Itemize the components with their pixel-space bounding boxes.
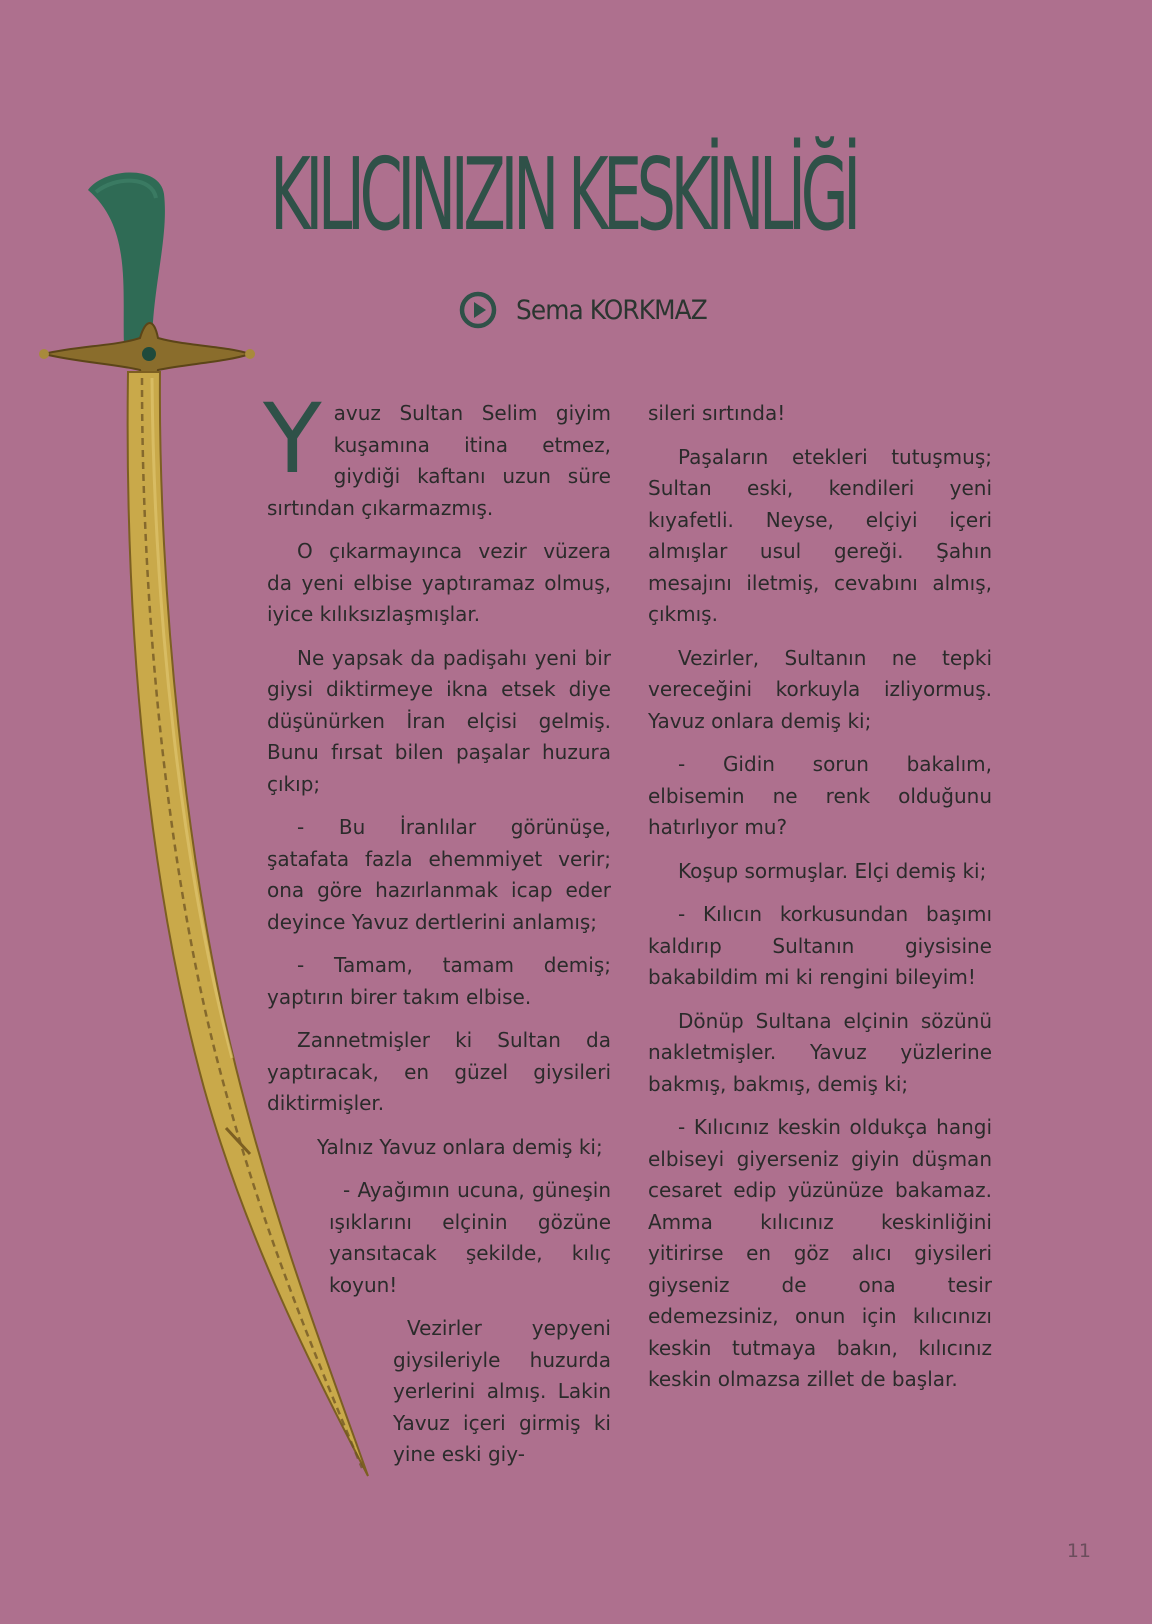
page-number: 11	[1066, 1540, 1091, 1562]
paragraph: - Kılıcınız keskin oldukça hangi elbiseyi giyerseniz giyin düşman cesaret edip yüzünüze bakamaz. Amma kılıcınız keskinliğini yitirirse en göz alıcı giysileri giyseniz de ona tesir edemezsiniz, onun için kılıcınızı keskin tutmaya bakın, kılıcınız keskin olmazsa zillet de başlar.	[648, 1115, 992, 1391]
paragraph: O çıkarmayınca vezir vüzera da yeni elbise yaptıramaz olmuş, iyice kılıksızlaşmışlar.	[267, 539, 611, 626]
paragraph: - Gidin sorun bakalım, elbisemin ne renk olduğunu hatırlıyor mu?	[648, 752, 992, 839]
paragraph: Yalnız Yavuz onlara demiş ki;	[317, 1134, 603, 1159]
paragraph: Koşup sormuşlar. Elçi demiş ki;	[678, 858, 987, 883]
author-name: Sema KORKMAZ	[516, 294, 707, 326]
paragraph: - Ayağımın ucuna, güneşin ışıklarını elçinin gözüne yansıtacak şekilde, kılıç koyun!	[329, 1178, 611, 1297]
author-byline	[458, 290, 723, 330]
paragraph: - Bu İranlılar görünüşe, şatafata fazla ehemmiyet verir; ona göre hazırlanmak icap eder deyince Yavuz dertlerini anlamış;	[267, 815, 611, 934]
paragraph: Zannetmişler ki Sultan da yaptıracak, en güzel giysileri diktirmişler.	[267, 1028, 611, 1115]
paragraph-text: avuz Sultan Selim giyim kuşamına itina etmez, giydiği kaftanı uzun süre sırtından çıkarmazmış.	[267, 401, 611, 520]
paragraph: - Tamam, tamam demiş; yaptırın birer takım elbise.	[267, 953, 611, 1009]
article-column-right	[648, 398, 992, 1408]
paragraph: - Kılıcın korkusundan başımı kaldırıp Sultanın giysisine bakabildim mi ki rengini bileyim!	[648, 902, 992, 989]
paragraph: sileri sırtında!	[648, 401, 786, 425]
paragraph: Dönüp Sultana elçinin sözünü nakletmişler. Yavuz yüzlerine bakmış, bakmış, demiş ki;	[648, 1008, 992, 1096]
drop-cap: Y	[263, 383, 322, 495]
paragraph: Ne yapsak da padişahı yeni bir giysi diktirmeye ikna etsek diye düşünürken İran elçisi gelmiş. Bunu fırsat bilen paşalar huzura çıkıp;	[267, 645, 611, 796]
paragraph: Vezirler, Sultanın ne tepki vereceğini korkuyla izliyormuş. Yavuz onlara demiş ki;	[648, 645, 992, 733]
paragraph	[263, 383, 611, 524]
article-column-left	[263, 383, 611, 1483]
play-circle-icon	[458, 290, 498, 330]
paragraph: Vezirler yepyeni giysileriyle huzurda yerlerini almış. Lakin Yavuz içeri girmiş ki yine eski giy-	[393, 1316, 611, 1466]
paragraph: Paşaların etekleri tutuşmuş; Sultan eski, kendileri yeni kıyafetli. Neyse, elçiyi içeri almışlar usul gereği. Şahın mesajını iletmiş, cevabını almış, çıkmış.	[648, 444, 992, 626]
article-title: KILICINIZIN KESKİNLİĞİ	[270, 136, 856, 253]
